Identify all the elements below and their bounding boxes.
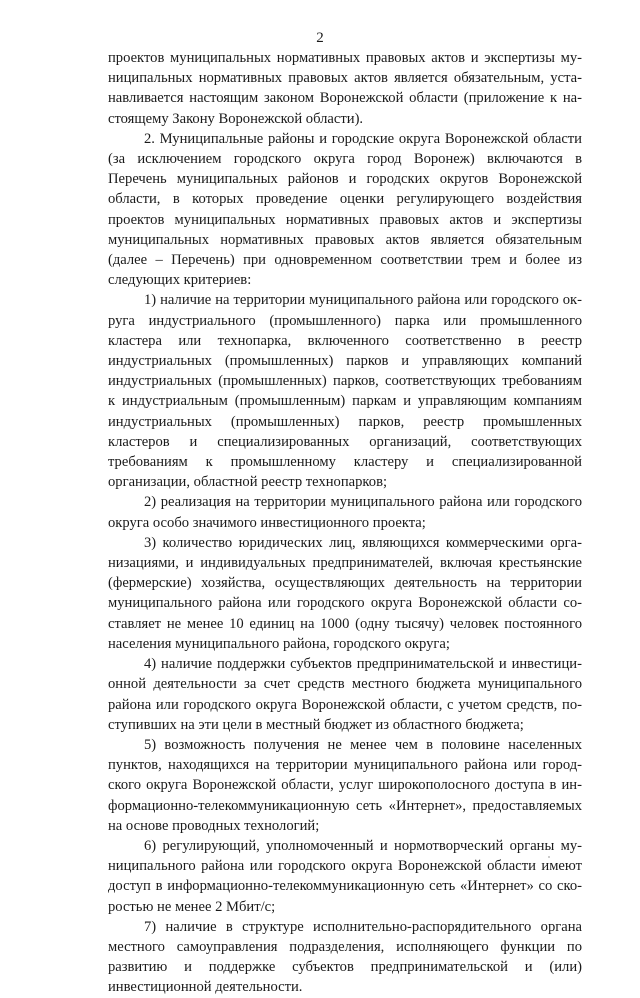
criterion-6: 6) регулирующий, уполномоченный и нормотворческий органы муниципального района или городского округа Воронежской области имеют доступ в информационно-телекоммуникационную сеть «Интернет» со скоростью не менее 2 Мбит/с;: [108, 837, 582, 915]
criterion-3: 3) количество юридических лиц, являющихся коммерческими организациями, и индивидуальных предпринимателей, включая крестьянские (фермерские) хозяйства, осуществляющих деятельность на территории муниципального района или городского округа Воронежской области составляет не менее 10 единиц на 1000 (одну тысячу) человек постоянного населения муниципального района, городского округа;: [108, 534, 582, 652]
criterion-7: 7) наличие в структуре исполнительно-распорядительного органа местного самоуправления подразделения, исполняющего функции по развитию и поддержке субъектов предпринимательской и (или) инвестиционной деятельности.: [108, 918, 582, 996]
document-body: [108, 48, 582, 998]
criterion-4: 4) наличие поддержки субъектов предпринимательской и инвестиционной деятельности за счет средств местного бюджета муниципального района или городского округа Воронежской области, с учетом средств, поступивших на эти цели в местный бюджет из областного бюджета;: [108, 656, 582, 733]
page-number: 2: [316, 30, 324, 46]
criterion-1: 1) наличие на территории муниципального района или городского округа индустриального (промышленного) парка или промышленного кластера или технопарка, включенного соответственно в реестр индустриальных (промышленных) парков и управляющих компаний индустриальных (промышленных) парков, соответствующих требованиям к индустриальным (промышленным) паркам и управляющим компаниям индустриальных (промышленных) парков, реестр промышленных кластеров и специализированных организаций, соответствующих требованиям к промышленному кластеру и специализированной организации, областной реестр технопарков;: [108, 292, 582, 491]
criterion-2: 2) реализация на территории муниципального района или городского округа особо значимого инвестиционного проекта;: [108, 494, 582, 531]
scan-speck: [548, 856, 550, 858]
paragraph-item-2: 2. Муниципальные районы и городские округа Воронежской области (за исключением городского округа город Воронеж) включаются в Перечень муниципальных районов и городских округов Воронежской области, в которых проведение оценки регулирующего воздействия проектов муниципальных нормативных правовых актов и экспертизы муниципальных нормативных правовых актов является обязательным (далее – Перечень) при одновременном соответствии трем и более из следующих критериев:: [108, 130, 582, 289]
criterion-5: 5) возможность получения не менее чем в половине населенных пунктов, находящихся на территории муниципального района или городского округа Воронежской области, услуг широкополосного доступа в информационно-телекоммуникационную сеть «Интернет», предоставляемых на основе проводных технологий;: [108, 736, 582, 834]
paragraph-continuation: проектов муниципальных нормативных правовых актов и экспертизы муниципальных нормативных правовых актов является обязательным, устанавливается настоящим законом Воронежской области (приложение к настоящему Закону Воронежской области).: [108, 50, 582, 127]
